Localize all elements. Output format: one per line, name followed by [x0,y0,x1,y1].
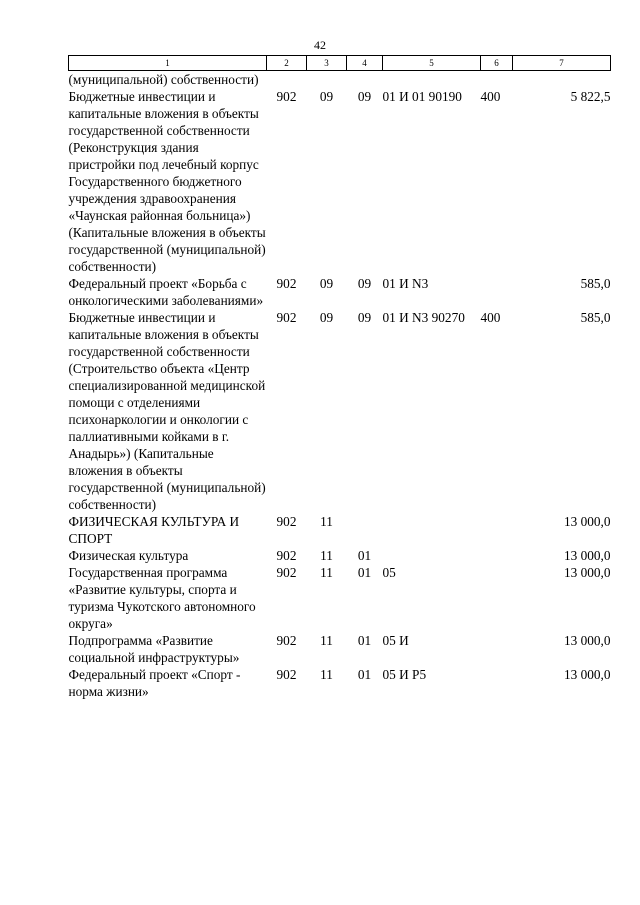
row-vr: 400 [480,89,501,104]
row-name: Подпрограмма «Развитие социальной инфраструктуры» [68,633,240,665]
row-vr [481,666,513,700]
budget-table [68,55,611,700]
table-row [69,513,611,547]
row-vr [481,513,513,547]
row-sum: 5 822,5 [570,89,611,104]
row-sum: 13 000,0 [563,514,611,529]
row-vr [481,275,513,309]
row-csr [383,71,481,89]
row-name: Федеральный проект «Борьба с онкологическими заболеваниями» [68,276,264,308]
column-header: 5 [383,56,481,71]
row-sum: 13 000,0 [563,667,611,682]
row-gr: 902 [276,514,297,529]
row-rz: 11 [320,633,333,648]
table-row [69,564,611,632]
row-csr: 05 [382,565,396,580]
row-name: Физическая культура [68,548,189,563]
row-vr [481,632,513,666]
row-sum: 13 000,0 [563,548,611,563]
row-rz [307,71,347,89]
row-pr: 09 [357,89,372,104]
row-pr [347,513,383,547]
row-csr: 05 И P5 [382,667,427,682]
row-pr [347,71,383,89]
row-csr: 01 И N3 [382,276,429,291]
column-header: 3 [307,56,347,71]
row-gr: 902 [276,667,297,682]
row-pr: 01 [357,565,372,580]
row-rz: 11 [320,548,333,563]
row-rz: 09 [319,310,334,325]
table-row [69,547,611,564]
row-vr [481,564,513,632]
row-rz: 11 [320,514,333,529]
row-sum [513,71,611,89]
row-vr [481,71,513,89]
row-gr [267,71,307,89]
table-row [69,666,611,700]
page-number: 42 [314,38,326,52]
row-name: Бюджетные инвестиции и капитальные вложения в объекты государственной собственности (Строительство объекта «Центр специализированной медицинской помощи с отделениями психонаркологии и онкологии с паллиативными койками в г. Анадырь») (Капитальные вложения в объекты государственной (муниципальной) собственности) [68,310,266,512]
table-row [69,632,611,666]
row-csr [383,513,481,547]
column-header: 7 [513,56,611,71]
column-header: 4 [347,56,383,71]
row-pr: 01 [357,667,372,682]
row-name: Государственная программа «Развитие культуры, спорта и туризма Чукотского автономного округа» [68,565,256,631]
row-gr: 902 [276,310,297,325]
row-rz: 09 [319,89,334,104]
row-gr: 902 [276,633,297,648]
row-pr: 01 [357,548,372,563]
row-gr: 902 [276,565,297,580]
row-name: (муниципальной) собственности) [68,72,259,87]
column-header: 1 [69,56,267,71]
row-rz: 09 [319,276,334,291]
table-row [69,309,611,513]
column-header: 6 [481,56,513,71]
row-csr [383,547,481,564]
table-row [69,88,611,275]
row-pr: 09 [357,276,372,291]
row-csr: 01 И 01 90190 [382,89,462,104]
column-header: 2 [267,56,307,71]
row-csr: 01 И N3 90270 [382,310,465,325]
row-vr: 400 [480,310,501,325]
row-sum: 13 000,0 [563,565,611,580]
row-pr: 09 [357,310,372,325]
row-sum: 13 000,0 [563,633,611,648]
table-row [69,71,611,89]
row-name: Федеральный проект «Спорт - норма жизни» [68,667,241,699]
table-row [69,275,611,309]
row-name: ФИЗИЧЕСКАЯ КУЛЬТУРА И СПОРТ [68,514,240,546]
row-rz: 11 [320,565,333,580]
row-gr: 902 [276,89,297,104]
row-name: Бюджетные инвестиции и капитальные вложения в объекты государственной собственности (Реконструкция здания пристройки под лечебный корпус Государственного бюджетного учреждения здравоохранения «Чаунская районная больница») (Капитальные вложения в объекты государственной (муниципальной) собственности) [68,89,266,274]
row-gr: 902 [276,276,297,291]
row-vr [481,547,513,564]
row-pr: 01 [357,633,372,648]
row-csr: 05 И [382,633,409,648]
row-gr: 902 [276,548,297,563]
table-header [69,56,611,71]
row-sum: 585,0 [580,310,611,325]
row-rz: 11 [320,667,333,682]
row-sum: 585,0 [580,276,611,291]
